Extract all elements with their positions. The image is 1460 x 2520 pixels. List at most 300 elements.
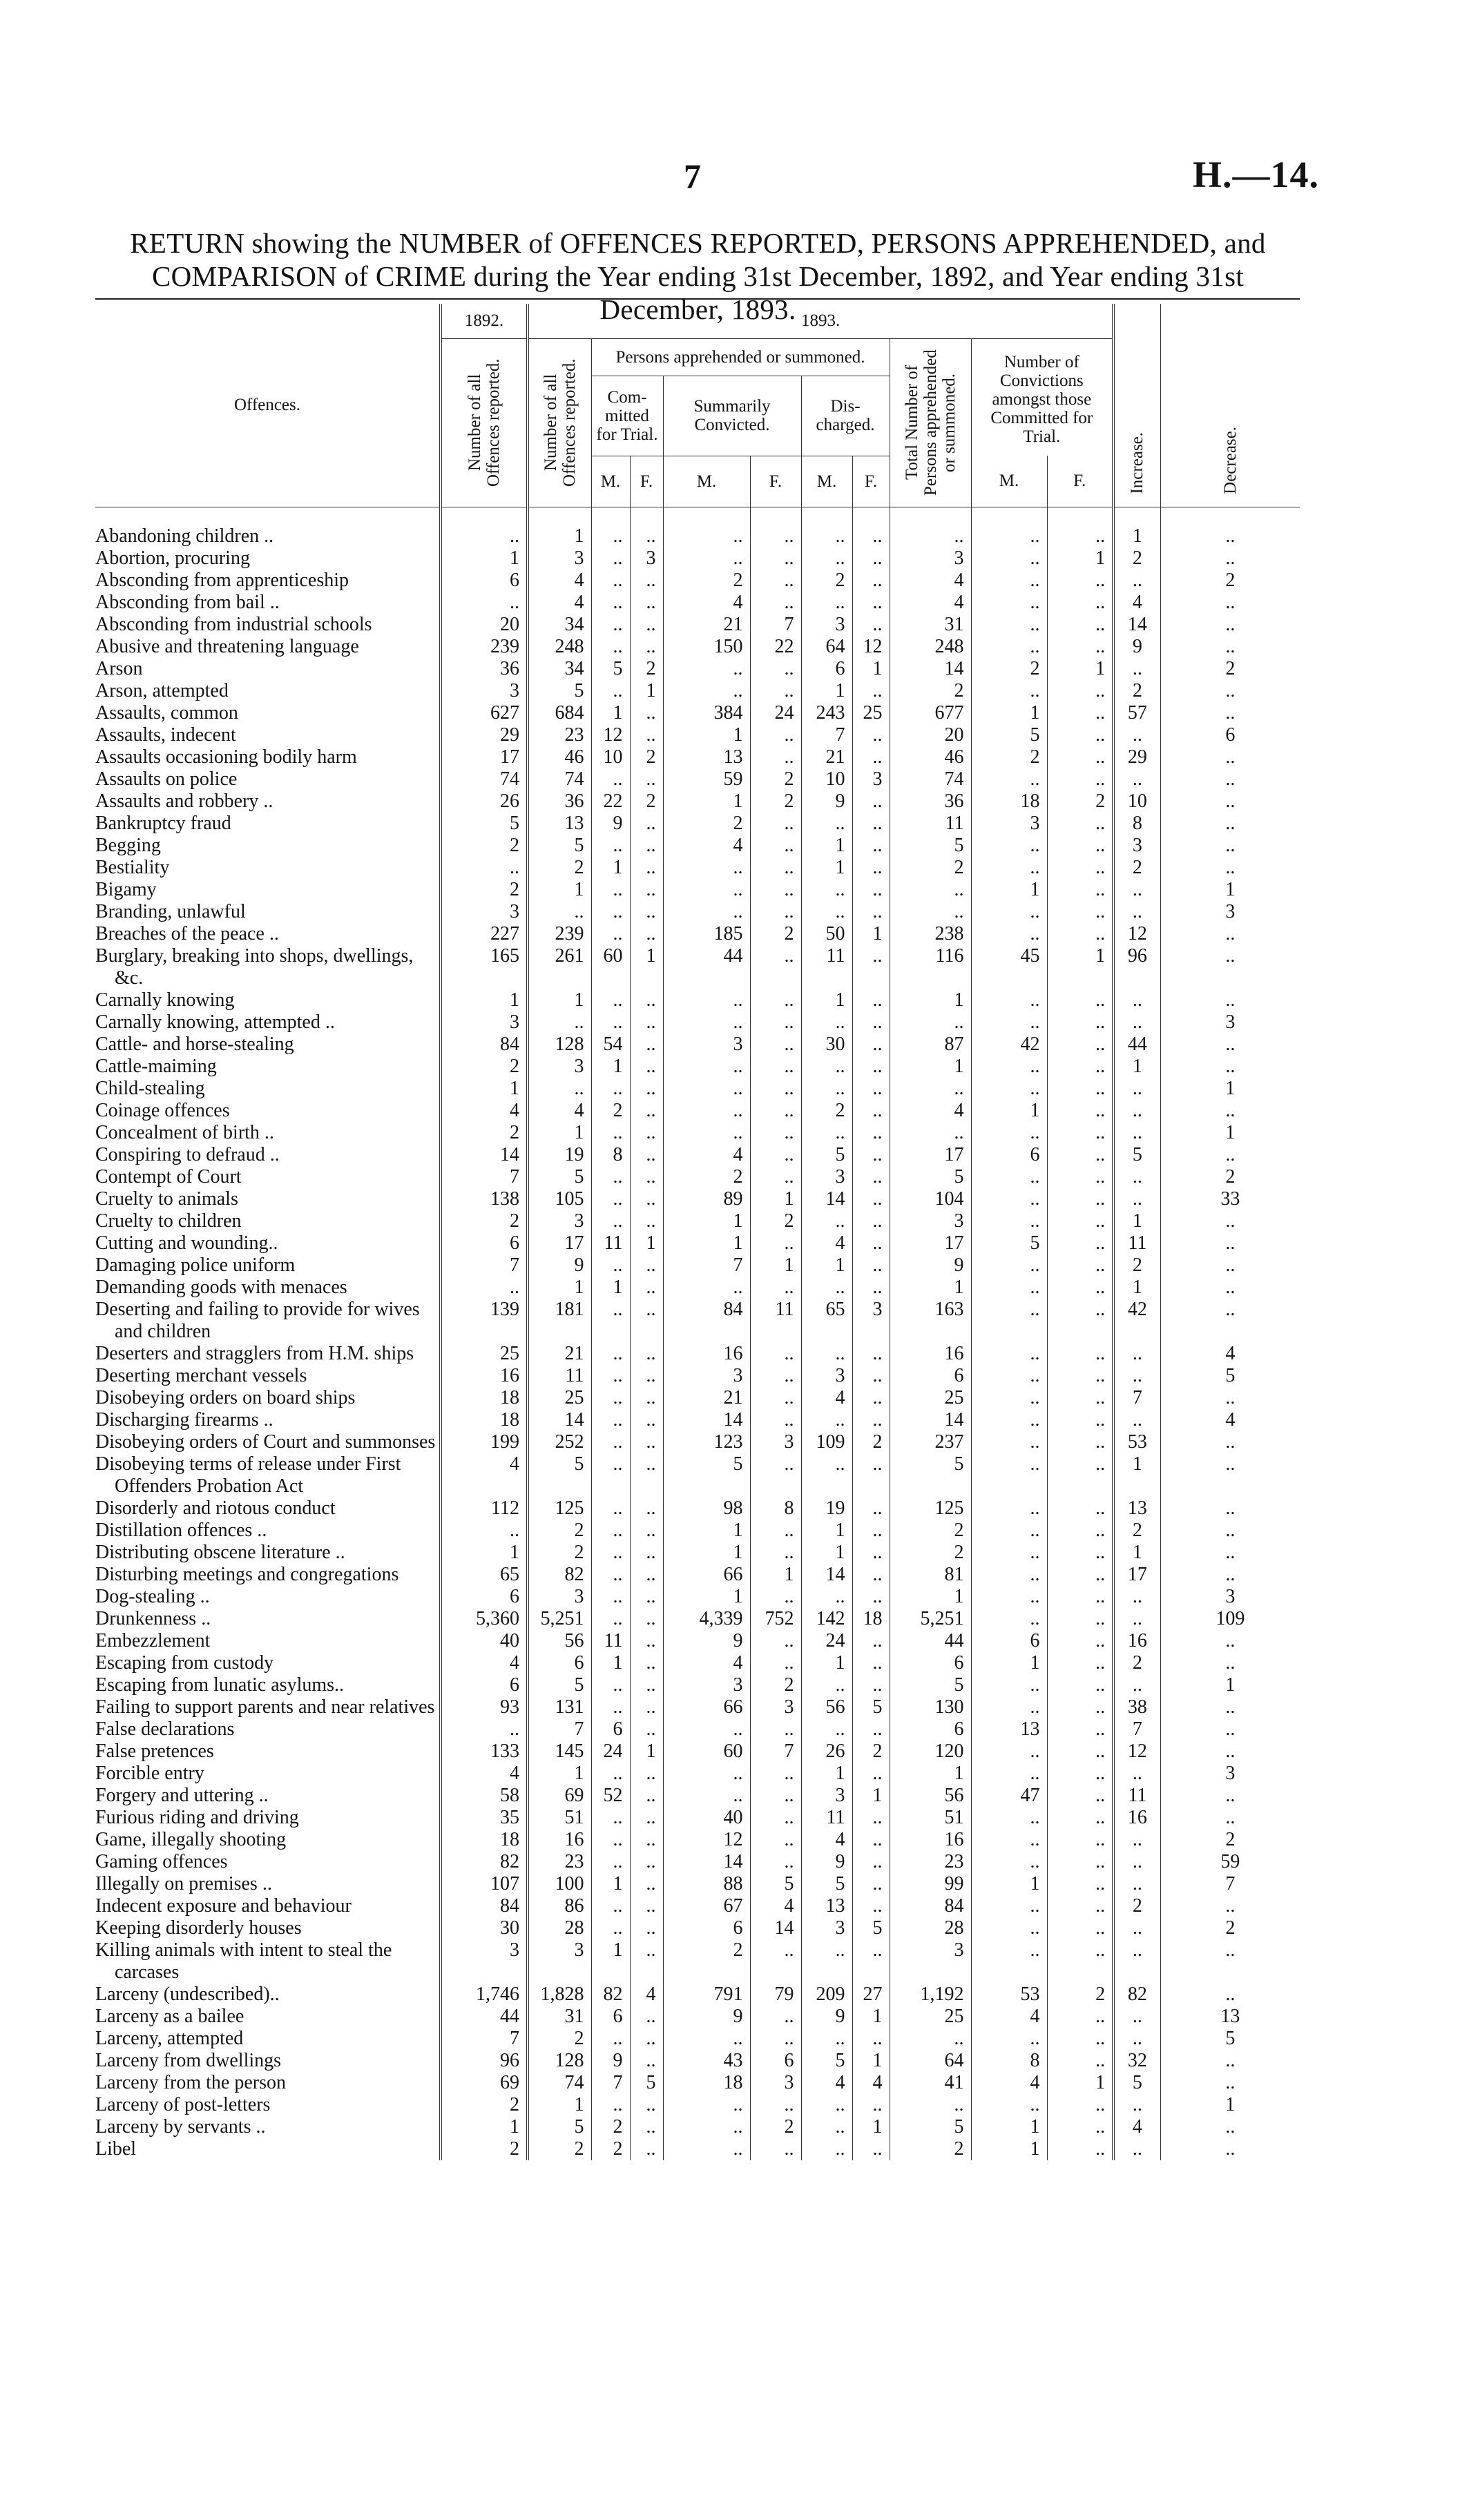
committed-f-cell: .. (630, 879, 663, 901)
summarily-f-cell: .. (750, 724, 801, 746)
reported-1893-cell: 3 (528, 1939, 591, 1984)
convictions-f-cell: .. (1047, 1034, 1113, 1056)
convictions-f-cell: 2 (1047, 791, 1113, 813)
committed-f-cell: .. (630, 1674, 663, 1696)
total-persons-cell: .. (890, 507, 971, 547)
convictions-f-header: F. (1047, 456, 1113, 507)
decrease-cell: .. (1160, 1144, 1300, 1166)
offence-label: Demanding goods with menaces (95, 1276, 347, 1298)
summarily-f-cell: .. (750, 1939, 801, 1984)
convictions-m-cell: 4 (971, 2072, 1047, 2094)
table-row (95, 592, 1300, 614)
convictions-m-cell: 45 (971, 945, 1047, 989)
discharged-m-cell: .. (801, 1586, 852, 1608)
total-persons-cell: 44 (890, 1630, 971, 1652)
summarily-f-cell: .. (750, 570, 801, 592)
committed-f-cell: .. (630, 1254, 663, 1277)
discharged-m-cell: .. (801, 1453, 852, 1498)
reported-1892-cell: 3 (441, 901, 528, 923)
increase-cell: 5 (1113, 1144, 1160, 1166)
decrease-cell: 2 (1160, 570, 1300, 592)
committed-f-cell: .. (630, 923, 663, 945)
convictions-f-cell: 2 (1047, 1984, 1113, 2006)
decrease-cell: .. (1160, 923, 1300, 945)
summarily-f-cell: .. (750, 1078, 801, 1100)
offence-label: Coinage offences (95, 1099, 230, 1121)
summarily-f-cell: .. (750, 835, 801, 857)
summarily-f-header: F. (750, 456, 801, 507)
reported-1893-cell: 7 (528, 1718, 591, 1741)
total-persons-cell: 74 (890, 768, 971, 791)
increase-cell: 38 (1113, 1696, 1160, 1718)
offence-label: Begging (95, 834, 161, 856)
reported-1893-cell: 16 (528, 1829, 591, 1851)
increase-cell: 17 (1113, 1564, 1160, 1586)
convictions-f-cell: .. (1047, 1210, 1113, 1232)
summarily-f-cell: .. (750, 680, 801, 702)
decrease-cell: 1 (1160, 879, 1300, 901)
table-row (95, 1100, 1300, 1122)
committed-m-cell: .. (591, 636, 630, 658)
committed-f-cell: .. (630, 1851, 663, 1873)
reported-1893-cell: 23 (528, 724, 591, 746)
discharged-header: Dis- charged. (801, 376, 890, 456)
convictions-m-cell: 4 (971, 2006, 1047, 2028)
reported-1892-cell: 2 (441, 2138, 528, 2160)
increase-cell: 82 (1113, 1984, 1160, 2006)
increase-cell: .. (1113, 1166, 1160, 1188)
reported-1893-cell: 2 (528, 857, 591, 879)
offence-label: Distillation offences .. (95, 1519, 267, 1541)
convictions-f-cell: .. (1047, 1100, 1113, 1122)
convictions-f-cell: .. (1047, 2006, 1113, 2028)
discharged-m-cell: 14 (801, 1188, 852, 1210)
committed-f-cell: 4 (630, 1984, 663, 2006)
offence-label: Keeping disorderly houses (95, 1917, 302, 1939)
discharged-m-cell: 3 (801, 1785, 852, 1807)
committed-f-cell: .. (630, 1829, 663, 1851)
offence-label: Illegally on premises .. (95, 1872, 272, 1894)
offence-cell (95, 1034, 441, 1056)
committed-f-cell: .. (630, 2028, 663, 2050)
discharged-m-cell: 5 (801, 1873, 852, 1895)
convictions-m-cell: 13 (971, 1718, 1047, 1741)
convictions-f-cell: .. (1047, 2116, 1113, 2138)
convictions-f-cell: .. (1047, 1696, 1113, 1718)
convictions-f-cell: .. (1047, 1254, 1113, 1277)
discharged-m-cell: 9 (801, 791, 852, 813)
decrease-cell: .. (1160, 1741, 1300, 1763)
discharged-m-cell: 4 (801, 1232, 852, 1254)
summarily-f-cell: .. (750, 1785, 801, 1807)
committed-m-cell: 54 (591, 1034, 630, 1056)
discharged-f-cell: .. (852, 680, 890, 702)
increase-cell: 7 (1113, 1718, 1160, 1741)
offence-label: Disobeying terms of release under First Offenders Probation Act (95, 1453, 401, 1497)
committed-f-cell: .. (630, 1365, 663, 1387)
discharged-f-cell: 18 (852, 1608, 890, 1630)
convictions-f-cell: .. (1047, 1232, 1113, 1254)
decrease-cell: .. (1160, 702, 1300, 724)
discharged-f-cell: .. (852, 1232, 890, 1254)
committed-m-cell: 1 (591, 857, 630, 879)
committed-m-cell: 60 (591, 945, 630, 989)
committed-header: Com- mitted for Trial. (591, 376, 663, 456)
reported-1892-cell: 16 (441, 1365, 528, 1387)
table-row (95, 1851, 1300, 1873)
discharged-f-cell: 1 (852, 1785, 890, 1807)
total-persons-cell: 1 (890, 1056, 971, 1078)
offence-cell (95, 1608, 441, 1630)
summarily-f-cell: 2 (750, 768, 801, 791)
discharged-m-cell: 7 (801, 724, 852, 746)
summarily-m-cell: 40 (663, 1807, 750, 1829)
reported-1892-cell: 96 (441, 2050, 528, 2072)
year-1893-header: 1893. (528, 304, 1113, 338)
offence-label: Cruelty to children (95, 1210, 242, 1232)
offence-cell (95, 1232, 441, 1254)
total-persons-cell: 1 (890, 989, 971, 1011)
convictions-f-cell: .. (1047, 1807, 1113, 1829)
committed-f-cell: .. (630, 614, 663, 636)
offence-cell (95, 2138, 441, 2160)
total-persons-cell: 237 (890, 1431, 971, 1453)
page-number: 7 (684, 157, 701, 195)
offence-cell (95, 1056, 441, 1078)
offences-table (95, 304, 1300, 2160)
total-persons-cell: 5 (890, 1166, 971, 1188)
committed-f-cell: .. (630, 1586, 663, 1608)
convictions-m-cell: .. (971, 1254, 1047, 1277)
offence-cell (95, 768, 441, 791)
convictions-m-cell: 8 (971, 2050, 1047, 2072)
total-persons-cell: 1 (890, 1586, 971, 1608)
decrease-cell: .. (1160, 945, 1300, 989)
committed-m-cell: .. (591, 592, 630, 614)
committed-m-cell: .. (591, 680, 630, 702)
discharged-m-cell: .. (801, 1343, 852, 1365)
decrease-cell: 6 (1160, 724, 1300, 746)
reported-1892-cell: 20 (441, 614, 528, 636)
offence-cell (95, 1122, 441, 1144)
committed-m-cell: .. (591, 1011, 630, 1034)
convictions-f-cell: .. (1047, 1895, 1113, 1917)
offence-label: Deserters and stragglers from H.M. ships (95, 1342, 414, 1364)
increase-cell: .. (1113, 570, 1160, 592)
offence-cell (95, 901, 441, 923)
reported-1893-cell: 131 (528, 1696, 591, 1718)
offence-label: False pretences (95, 1740, 214, 1762)
convictions-f-cell: .. (1047, 901, 1113, 923)
total-persons-cell: .. (890, 1078, 971, 1100)
summarily-m-cell: 7 (663, 1254, 750, 1277)
convictions-m-cell: .. (971, 1807, 1047, 1829)
offence-cell (95, 1851, 441, 1873)
table-row (95, 1718, 1300, 1741)
summarily-m-cell: .. (663, 2138, 750, 2160)
discharged-f-cell: .. (852, 1829, 890, 1851)
committed-m-cell: 10 (591, 746, 630, 768)
summarily-m-cell: 89 (663, 1188, 750, 1210)
reported-1892-cell: 58 (441, 1785, 528, 1807)
total-persons-cell: 64 (890, 2050, 971, 2072)
summarily-f-cell: 79 (750, 1984, 801, 2006)
offence-cell (95, 1586, 441, 1608)
reported-1892-cell: 69 (441, 2072, 528, 2094)
discharged-m-cell: 11 (801, 1807, 852, 1829)
offence-label: Child-stealing (95, 1077, 205, 1099)
discharged-f-cell: .. (852, 1365, 890, 1387)
reported-1893-cell: 5 (528, 1674, 591, 1696)
summarily-f-cell: 1 (750, 1254, 801, 1277)
committed-f-cell: .. (630, 1188, 663, 1210)
convictions-f-cell: .. (1047, 1343, 1113, 1365)
decrease-cell: .. (1160, 636, 1300, 658)
reported-1893-cell: 1 (528, 507, 591, 547)
discharged-f-cell: .. (852, 1939, 890, 1984)
offence-cell (95, 680, 441, 702)
convictions-f-cell: .. (1047, 1277, 1113, 1299)
increase-cell: .. (1113, 2094, 1160, 2116)
committed-m-cell: 52 (591, 1785, 630, 1807)
total-persons-cell: 6 (890, 1365, 971, 1387)
committed-f-cell: .. (630, 592, 663, 614)
convictions-m-cell: .. (971, 1078, 1047, 1100)
reported-1892-cell: 74 (441, 768, 528, 791)
total-persons-cell: 104 (890, 1188, 971, 1210)
committed-m-cell: 11 (591, 1232, 630, 1254)
convictions-f-cell: .. (1047, 592, 1113, 614)
reported-1892-cell: 1 (441, 2116, 528, 2138)
convictions-f-cell: .. (1047, 1542, 1113, 1564)
offence-label: Absconding from industrial schools (95, 613, 372, 635)
decrease-cell: 13 (1160, 2006, 1300, 2028)
decrease-cell: 3 (1160, 901, 1300, 923)
increase-cell: 5 (1113, 2072, 1160, 2094)
convictions-f-cell: .. (1047, 1917, 1113, 1939)
total-persons-cell: 16 (890, 1829, 971, 1851)
increase-cell: 44 (1113, 1034, 1160, 1056)
offence-label: Embezzlement (95, 1629, 211, 1651)
summarily-f-cell: .. (750, 813, 801, 835)
convictions-m-cell: .. (971, 1586, 1047, 1608)
discharged-m-cell: 9 (801, 1851, 852, 1873)
total-persons-cell: 31 (890, 614, 971, 636)
committed-f-cell: .. (630, 1056, 663, 1078)
reported-1893-cell: 5 (528, 835, 591, 857)
committed-f-cell: 2 (630, 746, 663, 768)
discharged-f-cell: 2 (852, 1741, 890, 1763)
offence-label: Game, illegally shooting (95, 1828, 287, 1850)
convictions-m-cell: .. (971, 1365, 1047, 1387)
committed-f-cell: 1 (630, 1232, 663, 1254)
total-persons-cell: .. (890, 1011, 971, 1034)
increase-cell: 1 (1113, 1542, 1160, 1564)
committed-f-cell: .. (630, 1387, 663, 1409)
summarily-f-cell: .. (750, 658, 801, 680)
committed-m-cell: 1 (591, 1652, 630, 1674)
convictions-m-cell: .. (971, 1210, 1047, 1232)
reported-1893-cell: .. (528, 901, 591, 923)
committed-m-cell: .. (591, 1520, 630, 1542)
reported-1893-cell: 69 (528, 1785, 591, 1807)
reported-1892-cell: 165 (441, 945, 528, 989)
increase-cell: .. (1113, 658, 1160, 680)
decrease-cell: 4 (1160, 1409, 1300, 1431)
reported-1893-cell: 19 (528, 1144, 591, 1166)
reported-1892-cell: 18 (441, 1829, 528, 1851)
discharged-f-cell: .. (852, 1542, 890, 1564)
decrease-cell: 2 (1160, 658, 1300, 680)
decrease-cell: .. (1160, 1895, 1300, 1917)
decrease-cell: .. (1160, 1652, 1300, 1674)
table-body (95, 507, 1300, 2160)
convictions-m-cell: .. (971, 1453, 1047, 1498)
offence-label: Arson, attempted (95, 679, 229, 701)
offence-label: Gaming offences (95, 1850, 228, 1872)
discharged-m-cell: 5 (801, 1144, 852, 1166)
convictions-m-cell: 3 (971, 813, 1047, 835)
summarily-m-cell: 67 (663, 1895, 750, 1917)
committed-f-header: F. (630, 456, 663, 507)
summarily-m-cell: .. (663, 547, 750, 570)
reported-1893-cell: 100 (528, 1873, 591, 1895)
discharged-m-cell: 1 (801, 857, 852, 879)
offence-cell (95, 1630, 441, 1652)
table-row (95, 813, 1300, 835)
convictions-f-cell: .. (1047, 1939, 1113, 1984)
discharged-f-cell: .. (852, 1586, 890, 1608)
increase-cell: 1 (1113, 1210, 1160, 1232)
reported-1892-cell: 44 (441, 2006, 528, 2028)
committed-f-cell: .. (630, 2006, 663, 2028)
table-row (95, 2094, 1300, 2116)
summarily-m-cell: .. (663, 1056, 750, 1078)
offence-label: Assaults, common (95, 701, 238, 724)
reported-1893-cell: 248 (528, 636, 591, 658)
reported-1893-cell: 23 (528, 1851, 591, 1873)
decrease-cell: 2 (1160, 1917, 1300, 1939)
reported-1892-cell: 25 (441, 1343, 528, 1365)
increase-cell: 9 (1113, 636, 1160, 658)
offences-header: Offences. (233, 396, 301, 415)
discharged-m-cell: 64 (801, 636, 852, 658)
offence-label: Cattle- and horse-stealing (95, 1033, 294, 1055)
table-row (95, 507, 1300, 547)
reported-1893-cell: 74 (528, 2072, 591, 2094)
discharged-f-cell: .. (852, 1122, 890, 1144)
discharged-m-cell: 5 (801, 2050, 852, 2072)
committed-m-cell: 7 (591, 2072, 630, 2094)
total-persons-cell: 130 (890, 1696, 971, 1718)
summarily-f-cell: 24 (750, 702, 801, 724)
summarily-m-cell: 43 (663, 2050, 750, 2072)
total-persons-cell: .. (890, 879, 971, 901)
discharged-m-cell: .. (801, 1210, 852, 1232)
table-row (95, 614, 1300, 636)
committed-f-cell: .. (630, 1939, 663, 1984)
discharged-f-cell: 1 (852, 923, 890, 945)
committed-m-cell: 12 (591, 724, 630, 746)
offence-label: Larceny of post-letters (95, 2093, 271, 2115)
total-persons-cell: 14 (890, 658, 971, 680)
discharged-m-cell: 1 (801, 1542, 852, 1564)
increase-cell: .. (1113, 1586, 1160, 1608)
offence-label: Cutting and wounding.. (95, 1232, 278, 1254)
decrease-cell: 5 (1160, 2028, 1300, 2050)
committed-m-cell: .. (591, 1807, 630, 1829)
committed-m-cell: 5 (591, 658, 630, 680)
summarily-f-cell: .. (750, 1166, 801, 1188)
offence-cell (95, 1763, 441, 1785)
discharged-f-cell: .. (852, 1873, 890, 1895)
summarily-m-cell: .. (663, 2116, 750, 2138)
committed-m-cell: .. (591, 1763, 630, 1785)
increase-cell: .. (1113, 989, 1160, 1011)
discharged-m-cell: .. (801, 2094, 852, 2116)
offence-label: Branding, unlawful (95, 900, 246, 922)
summarily-f-cell: .. (750, 592, 801, 614)
convictions-m-cell: 2 (971, 746, 1047, 768)
reported-1893-cell: 145 (528, 1741, 591, 1763)
table-row (95, 1917, 1300, 1939)
discharged-f-cell: .. (852, 813, 890, 835)
increase-cell: 8 (1113, 813, 1160, 835)
offence-label: Larceny as a bailee (95, 2005, 244, 2027)
summarily-f-cell: .. (750, 1011, 801, 1034)
discharged-m-cell: 3 (801, 1166, 852, 1188)
table-row (95, 1608, 1300, 1630)
decrease-cell: .. (1160, 791, 1300, 813)
offence-label: Bigamy (95, 878, 157, 900)
summarily-m-cell: 150 (663, 636, 750, 658)
discharged-m-cell: 10 (801, 768, 852, 791)
offence-cell (95, 658, 441, 680)
total-persons-cell: 5 (890, 1674, 971, 1696)
offence-label: Bestiality (95, 856, 170, 878)
convictions-f-cell: .. (1047, 702, 1113, 724)
summarily-m-cell: 14 (663, 1851, 750, 1873)
table-row (95, 1939, 1300, 1984)
committed-m-cell: .. (591, 1542, 630, 1564)
increase-cell: .. (1113, 879, 1160, 901)
summarily-f-cell: .. (750, 1718, 801, 1741)
committed-m-cell: .. (591, 1365, 630, 1387)
convictions-f-cell: .. (1047, 1873, 1113, 1895)
convictions-f-cell: .. (1047, 1851, 1113, 1873)
offence-cell (95, 746, 441, 768)
discharged-f-cell: .. (852, 547, 890, 570)
committed-m-cell: .. (591, 989, 630, 1011)
discharged-f-cell: .. (852, 791, 890, 813)
summarily-m-cell: 4 (663, 1652, 750, 1674)
summarily-f-cell: 2 (750, 791, 801, 813)
discharged-f-cell: .. (852, 2138, 890, 2160)
summarily-m-cell: .. (663, 1277, 750, 1299)
convictions-f-cell: .. (1047, 2050, 1113, 2072)
reported-1893-cell: 1,828 (528, 1984, 591, 2006)
convictions-m-cell: .. (971, 547, 1047, 570)
convictions-f-cell: .. (1047, 1652, 1113, 1674)
discharged-m-cell: 65 (801, 1299, 852, 1343)
discharged-m-cell: .. (801, 1078, 852, 1100)
discharged-f-cell: .. (852, 1652, 890, 1674)
committed-m-cell: 9 (591, 813, 630, 835)
total-persons-cell: 3 (890, 547, 971, 570)
reported-1892-cell: 35 (441, 1807, 528, 1829)
convictions-f-cell: .. (1047, 1144, 1113, 1166)
summarily-m-cell: .. (663, 857, 750, 879)
